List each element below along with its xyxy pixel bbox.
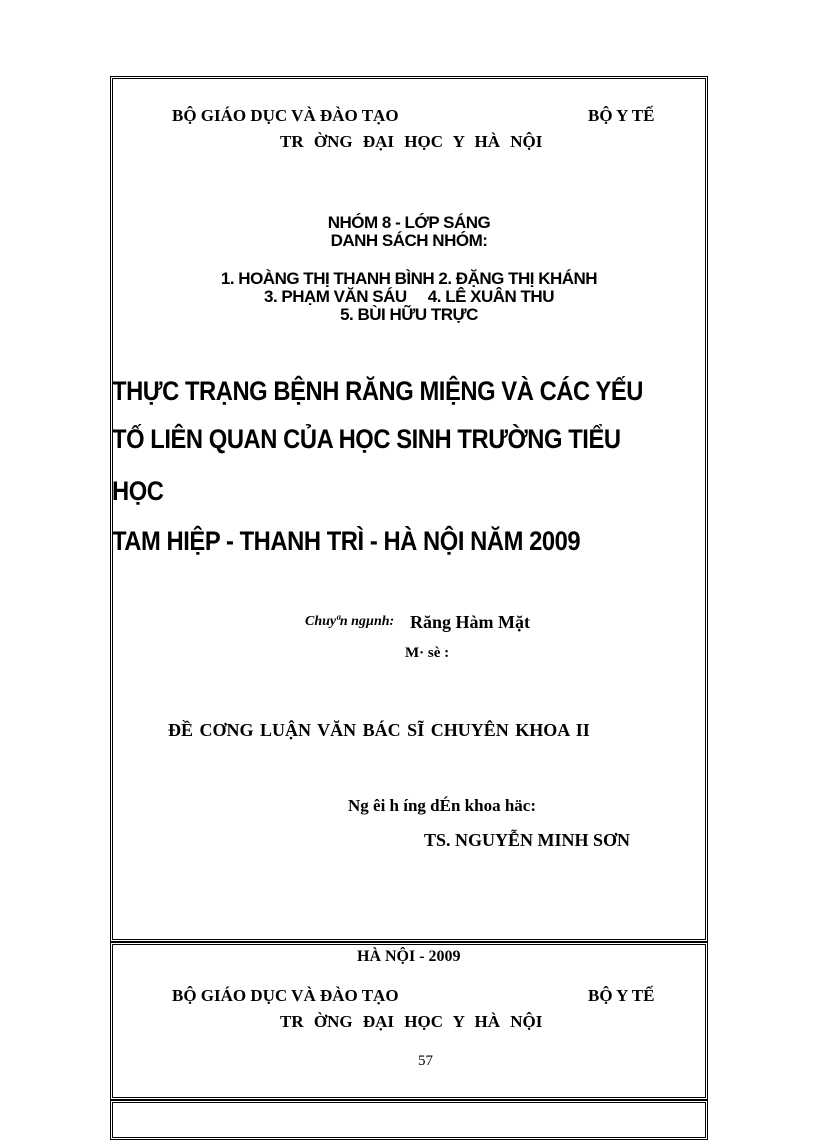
ministry-health: BỘ Y TẾ (588, 106, 655, 125)
page-number: 57 (418, 1053, 433, 1069)
specialty-label: Chuyªn ngµnh: (305, 614, 395, 629)
specialty-value: Răng Hàm Mặt (410, 612, 530, 632)
footer-ministry-health: BỘ Y TẾ (588, 986, 655, 1005)
place-year: HÀ NỘI - 2009 (357, 948, 461, 965)
footer-university-name: TR ỜNG ĐẠI HỌC Y HÀ NỘI (280, 1012, 543, 1031)
advisor-label: Ng êi h íng dÉn khoa häc: (348, 796, 536, 815)
thesis-title-line-3: HỌC (112, 476, 164, 506)
thesis-type: ĐỀ CƠNG LUẬN VĂN BÁC SĨ CHUYÊN KHOA II (168, 720, 590, 740)
members-line-3: 5. BÙI HỮU TRỰC (340, 305, 478, 324)
specialty-code-label: M· sè : (405, 645, 450, 661)
ministry-education: BỘ GIÁO DỤC VÀ ĐÀO TẠO (172, 106, 399, 125)
members-line-2: 3. PHẠM VĂN SÁU 4. LÊ XUÂN THU (264, 287, 554, 306)
next-page-frame (110, 1100, 708, 1140)
thesis-title-line-1: THỰC TRẠNG BỆNH RĂNG MIỆNG VÀ CÁC YẾU (112, 376, 644, 406)
advisor-name: TS. NGUYỄN MINH SƠN (424, 830, 631, 850)
group-name: NHÓM 8 - LỚP SÁNG (327, 213, 491, 232)
members-line-1: 1. HOÀNG THỊ THANH BÌNH 2. ĐẶNG THỊ KHÁNH (220, 269, 598, 288)
thesis-title-line-2: TỐ LIÊN QUAN CỦA HỌC SINH TRƯỜNG TIỂU (112, 424, 621, 454)
university-name: TR ỜNG ĐẠI HỌC Y HÀ NỘI (280, 132, 543, 151)
member-list-title: DANH SÁCH NHÓM: (330, 231, 488, 250)
footer-ministry-education: BỘ GIÁO DỤC VÀ ĐÀO TẠO (172, 986, 399, 1005)
thesis-title-line-4: TAM HIỆP - THANH TRÌ - HÀ NỘI NĂM 2009 (112, 526, 581, 556)
